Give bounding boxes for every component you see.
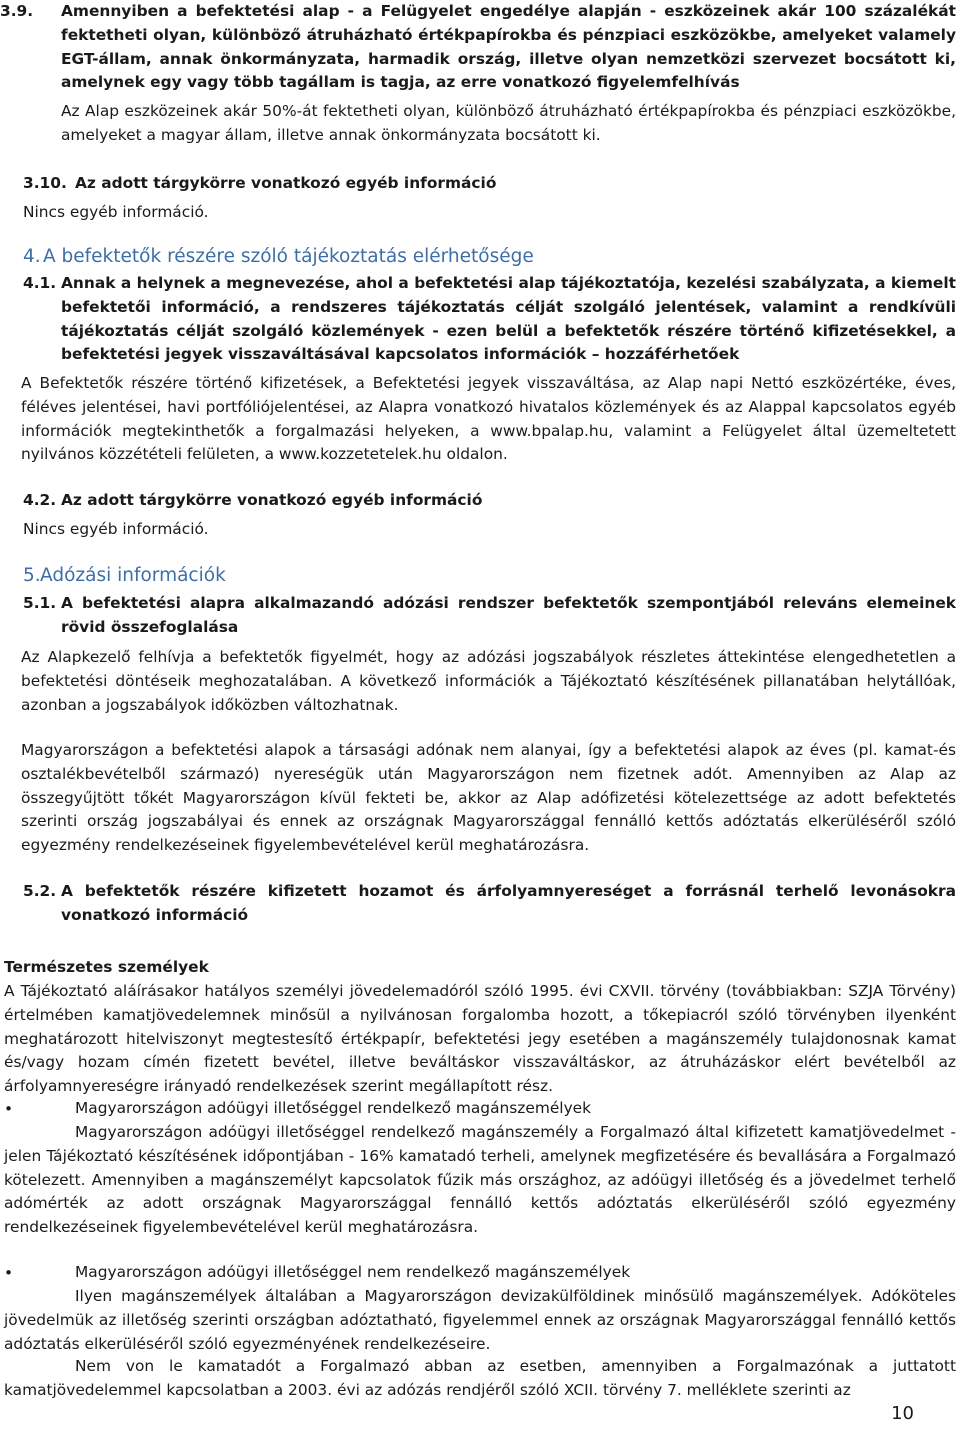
- section-body: Nincs egyéb információ.: [23, 203, 209, 221]
- section-number: 4.1.: [23, 274, 57, 292]
- bullet-title: Magyarországon adóügyi illetőséggel rendelkező magánszemélyek: [75, 1099, 592, 1117]
- subsection-body: A Tájékoztató aláírásakor hatályos személyi jövedelemadóról szóló 1995. évi CXVII. törvény (továbbiakban: SZJA Törvény) értelmében kamatjövedelemnek minősül a nyilvánosan forgalomba hozott, a tőkepiacról szóló törvényben ilyenként meghatározott hitelviszonyt megtestesítő értékpapír, befektetési jegy esetében a magánszemély tulajdonosnak kamat és/vagy hozam címén fizetett bevétel, illetve beváltáskor visszaváltáskor, az átruházáskor elért bevételből az árfolyamnyereségre irányadó rendelkezések szerint megállapított rész.: [4, 982, 956, 1096]
- section-number: 5.2.: [23, 882, 57, 900]
- chapter-number: 4.: [23, 246, 41, 267]
- section-heading: Annak a helynek a megnevezése, ahol a befektetési alap tájékoztatója, kezelési szabályzata, a kiemelt befektetői információ, a rendszeres tájékoztatás célját szolgáló jelentések, valamint a rendkívüli tájékoztatás célját szolgáló közlemények - ezen belül a befektetők részére történő kifizetésekkel, a befektetési jegyek visszaváltásával kapcsolatos információk – hozzáférhetőek: [61, 274, 956, 364]
- bullet-body: Magyarországon adóügyi illetőséggel rendelkező magánszemély a Forgalmazó által kifizetett kamatjövedelmet - jelen Tájékoztató készítésének időpontjában - 16% kamatadó terheli, amelynek megfizetésére és bevallására a Forgalmazó kötelezett. Amennyiben a magánszemélyt kapcsolatok fűzik más országhoz, az adóügyi illetőség és a jövedelmet terhelő adómérték az adott országnak Magyarországgal fennálló kettős adóztatás elkerüléséről szóló egyezmény rendelkezéseinek figyelembevételével kerül meghatározásra.: [4, 1123, 956, 1237]
- bullet-body: Nem von le kamatadót a Forgalmazó abban az esetben, amennyiben a Forgalmazónak a juttatott kamatjövedelemmel kapcsolatban a 2003. évi az adózás rendjéről szóló XCII. törvény 7. melléklete szerinti az: [4, 1357, 956, 1399]
- section-number: 4.2.: [23, 491, 57, 509]
- section-heading: Az adott tárgykörre vonatkozó egyéb információ: [61, 491, 483, 509]
- chapter-heading: A befektetők részére szóló tájékoztatás elérhetősége: [43, 246, 534, 267]
- bullet-body: Ilyen magánszemélyek általában a Magyarországon devizakülföldinek minősülő magánszemélyek. Adóköteles jövedelmük az illetőség szerinti országban adóztatható, figyelemmel ennek az országnak Magyarországgal fennálló kettős adóztatás elkerüléséről szóló egyezményének rendelkezéseire.: [4, 1287, 956, 1353]
- section-number: 3.10.: [23, 174, 67, 192]
- section-heading: Az adott tárgykörre vonatkozó egyéb információ: [75, 174, 497, 192]
- section-heading: Amennyiben a befektetési alap - a Felügyelet engedélye alapján - eszközeinek akár 100 százalékát fektetheti olyan, különböző átruházható értékpapírokba és pénzpiaci eszközökbe, amelyeket valamely EGT-állam, annak önkormányzata, harmadik ország, illetve olyan nemzetközi szervezet bocsátott ki, amelynek egy vagy több tagállam is tagja, az erre vonatkozó figyelemfelhívás: [61, 2, 956, 92]
- section-heading: A befektetők részére kifizetett hozamot és árfolyamnyereséget a forrásnál terhelő levonásokra vonatkozó információ: [61, 882, 956, 924]
- section-body: Magyarországon a befektetési alapok a társasági adónak nem alanyai, így a befektetési alapok az éves (pl. kamat-és osztalékbevételből származó) nyereségük után Magyarországon nem fizetnek adót. Amennyiben az Alap az összegyűjtött tőkét Magyarországon kívül fekteti be, akkor az Alap adófizetési kötelezettsége az adott befektetés szerinti ország jogszabályai és ennek az országnak Magyarországgal fennálló kettős adóztatás elkerüléséről szóló egyezmény rendelkezéseinek figyelembevételével kerül meghatározásra.: [21, 741, 956, 855]
- section-number: 5.1.: [23, 594, 57, 612]
- section-body: Nincs egyéb információ.: [23, 520, 209, 538]
- chapter-number: 5.: [23, 565, 41, 586]
- bullet-icon: •: [4, 1100, 14, 1118]
- subsection-heading: Természetes személyek: [4, 958, 209, 976]
- section-heading: A befektetési alapra alkalmazandó adózási rendszer befektetők szempontjából releváns elemeinek rövid összefoglalása: [61, 594, 956, 636]
- section-body: Az Alapkezelő felhívja a befektetők figyelmét, hogy az adózási jogszabályok részletes áttekintése elengedhetetlen a befektetési döntéseik meghozatalában. A következő információk a Tájékoztató készítésének pillanatában helytállóak, azonban a jogszabályok időközben változhatnak.: [21, 648, 956, 714]
- bullet-title: Magyarországon adóügyi illetőséggel nem rendelkező magánszemélyek: [75, 1263, 631, 1281]
- chapter-heading: Adózási információk: [40, 565, 226, 586]
- section-body: A Befektetők részére történő kifizetések, a Befektetési jegyek visszaváltása, az Alap napi Nettó eszközértéke, éves, féléves jelentései, havi portfóliójelentései, az Alapra vonatkozó hivatalos közlemények és az Alappal kapcsolatos egyéb információk megtekinthetők a forgalmazási helyeken, a www.bpalap.hu, valamint a Felügyelet által üzemeltetett nyilvános közzétételi felületen, a www.kozzetetelek.hu oldalon.: [21, 374, 956, 464]
- bullet-icon: •: [4, 1264, 14, 1282]
- page-number: 10: [891, 1403, 914, 1424]
- section-number: 3.9.: [0, 2, 34, 20]
- section-body: Az Alap eszközeinek akár 50%-át fektetheti olyan, különböző átruházható értékpapírokba és pénzpiaci eszközökbe, amelyeket a magyar állam, illetve annak önkormányzata bocsátott ki.: [61, 102, 956, 144]
